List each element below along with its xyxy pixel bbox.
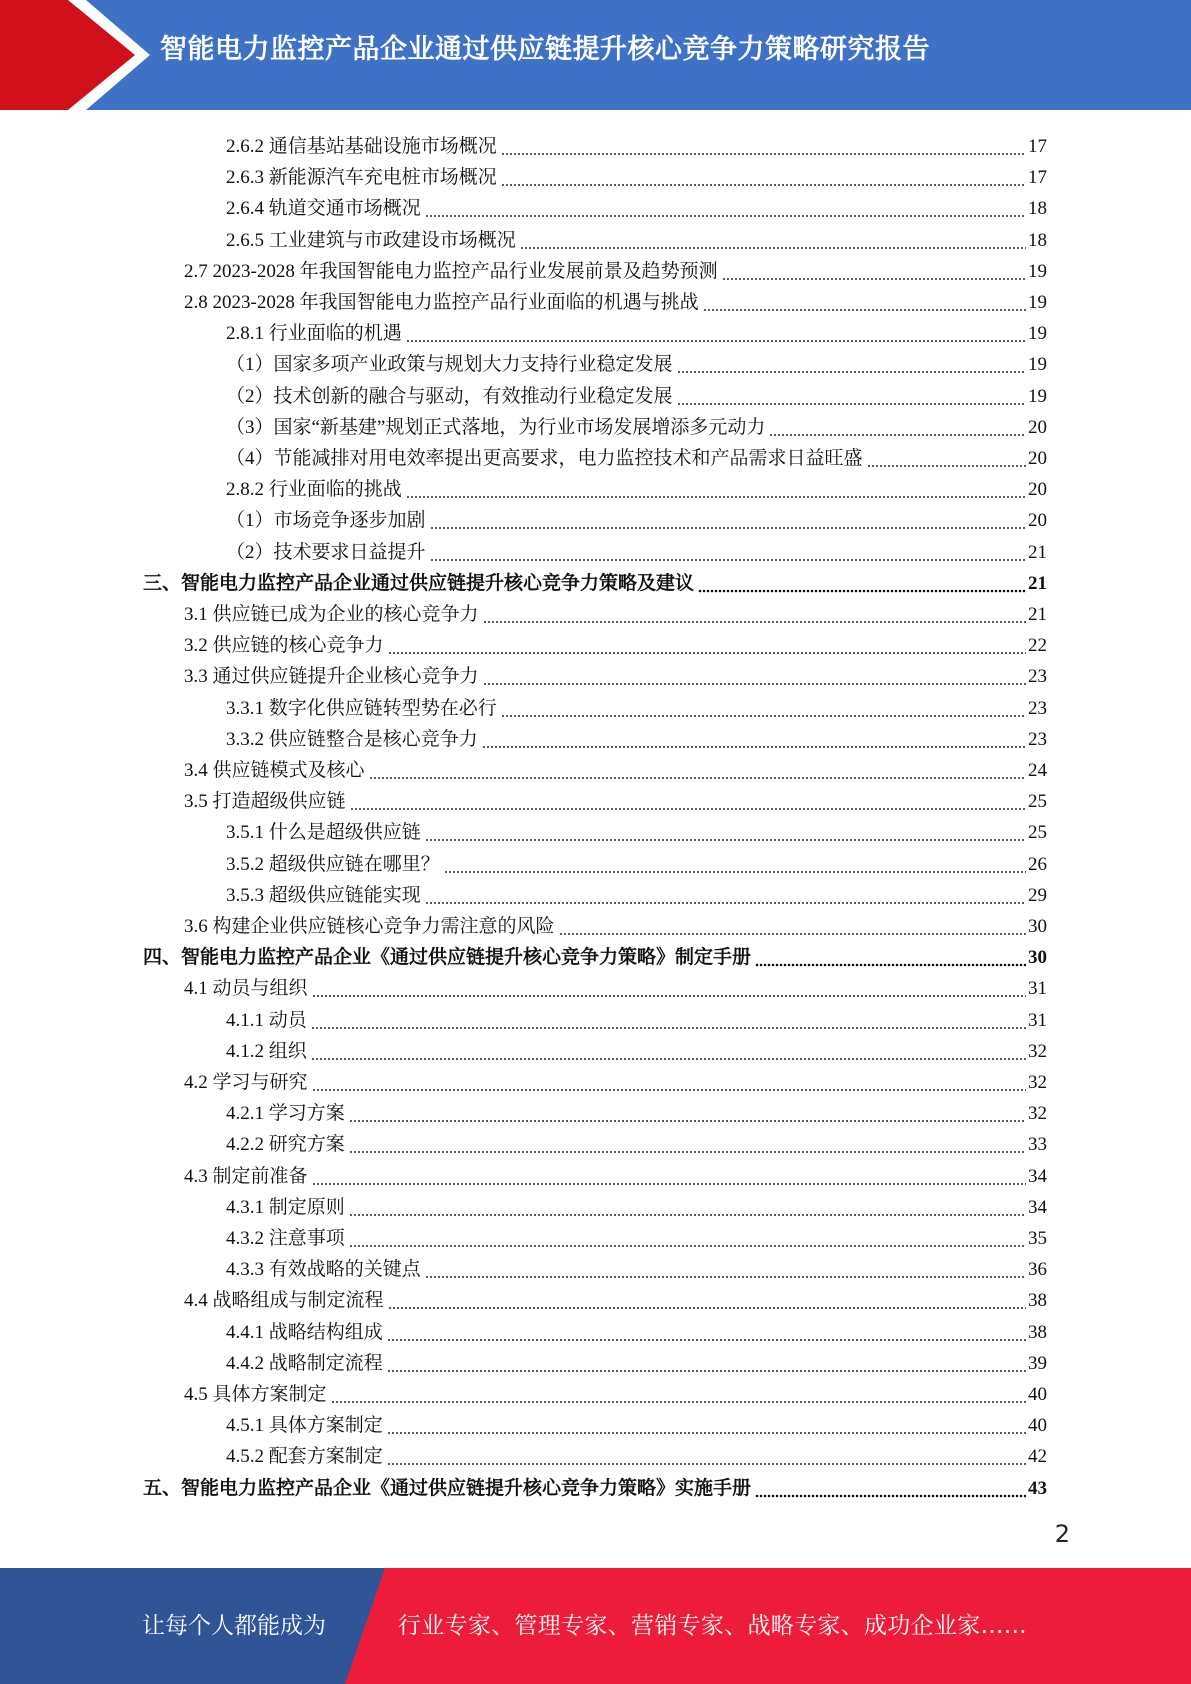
toc-entry-page: 24: [1028, 760, 1047, 781]
toc-entry[interactable]: [226, 1095, 1047, 1126]
toc-entry-label: 2.6.5 工业建筑与市政建设市场概况: [226, 229, 516, 251]
toc-entry[interactable]: [226, 346, 1047, 377]
footer-slogan-left: 让每个人都能成为: [142, 1613, 326, 1639]
page-number: 2: [1054, 1520, 1070, 1548]
toc-entry-label: 3.5 打造超级供应链: [184, 791, 346, 813]
toc-dot-leader: [349, 1225, 1026, 1249]
toc-entry-label: 4.4.1 战略结构组成: [226, 1321, 383, 1343]
toc-entry[interactable]: [226, 378, 1047, 409]
toc-entry-page: 23: [1028, 728, 1047, 750]
toc-entry-label: 2.8.1 行业面临的机遇: [226, 323, 402, 345]
toc-dot-leader: [387, 1319, 1026, 1343]
toc-entry-label: 3.5.1 什么是超级供应链: [226, 822, 421, 844]
toc-entry-page: 42: [1028, 1446, 1047, 1468]
page-footer: [0, 1568, 1191, 1684]
toc-dot-leader: [482, 726, 1026, 750]
toc-entry-label: 4.3.3 有效战略的关键点: [226, 1259, 421, 1281]
toc-entry[interactable]: [184, 596, 1047, 627]
toc-entry-label: 4.1 动员与组织: [184, 978, 308, 1000]
toc-dot-leader: [331, 1381, 1026, 1405]
toc-entry-page: 32: [1028, 1103, 1047, 1125]
footer-slogan-right: 行业专家、管理专家、营销专家、战略专家、成功企业家……: [398, 1613, 1028, 1639]
toc-dot-leader: [312, 1163, 1026, 1187]
toc-entry[interactable]: [226, 1220, 1047, 1251]
toc-entry-label: （2）技术要求日益提升: [226, 541, 426, 563]
toc-dot-leader: [387, 1350, 1026, 1374]
toc-entry-page: 29: [1028, 884, 1047, 906]
toc-dot-leader: [350, 788, 1026, 812]
toc-entry-page: 32: [1028, 1072, 1047, 1093]
toc-entry[interactable]: [226, 1438, 1047, 1469]
toc-entry[interactable]: [226, 128, 1047, 159]
toc-dot-leader: [755, 944, 1026, 968]
toc-entry-label: 3.5.2 超级供应链在哪里？: [226, 853, 440, 875]
toc-entry-page: 34: [1028, 1165, 1047, 1187]
toc-dot-leader: [312, 975, 1026, 999]
toc-entry-label: 4.5 具体方案制定: [184, 1384, 327, 1405]
toc-dot-leader: [312, 1069, 1026, 1093]
toc-entry[interactable]: [226, 1314, 1047, 1345]
toc-dot-leader: [703, 289, 1026, 313]
toc-entry-page: 38: [1028, 1321, 1047, 1343]
toc-entry[interactable]: [226, 1002, 1047, 1033]
toc-entry-page: 39: [1028, 1352, 1047, 1374]
toc-entry[interactable]: [226, 315, 1047, 346]
toc-entry[interactable]: [143, 1470, 1047, 1501]
toc-entry-page: 23: [1028, 697, 1047, 719]
toc-dot-leader: [388, 1287, 1026, 1311]
toc-entry-page: 25: [1028, 822, 1047, 844]
toc-entry-label: 4.4.2 战略制定流程: [226, 1352, 383, 1374]
toc-entry-label: （1）国家多项产业政策与规划大力支持行业稳定发展: [226, 354, 673, 376]
toc-entry-page: 19: [1028, 385, 1047, 407]
toc-entry[interactable]: [226, 877, 1047, 908]
toc-dot-leader: [769, 414, 1026, 438]
toc-entry[interactable]: [184, 1376, 1047, 1407]
toc-dot-leader: [349, 1131, 1026, 1155]
toc-dot-leader: [369, 757, 1026, 781]
toc-entry-label: （1）市场竞争逐步加剧: [226, 510, 426, 532]
toc-entry-label: 4.1.1 动员: [226, 1009, 307, 1031]
toc-entry-label: 3.2 供应链的核心竞争力: [184, 635, 384, 657]
toc-entry-page: 19: [1028, 260, 1047, 282]
toc-entry-page: 22: [1028, 635, 1047, 657]
toc-entry-page: 21: [1028, 572, 1047, 594]
toc-entry-label: 4.3.2 注意事项: [226, 1228, 345, 1249]
toc-entry[interactable]: [226, 440, 1047, 471]
toc-entry-page: 21: [1028, 541, 1047, 563]
toc-dot-leader: [425, 195, 1026, 219]
toc-entry-label: 3.3.2 供应链整合是核心竞争力: [226, 728, 478, 750]
toc-dot-leader: [430, 539, 1026, 563]
toc-entry-page: 30: [1028, 916, 1047, 937]
toc-entry-page: 40: [1028, 1415, 1047, 1437]
toc-entry[interactable]: [226, 846, 1047, 877]
toc-dot-leader: [677, 351, 1026, 375]
toc-dot-leader: [867, 445, 1026, 469]
toc-entry-page: 20: [1028, 448, 1047, 469]
toc-dot-leader: [483, 601, 1026, 625]
toc-entry-label: 2.7 2023-2028 年我国智能电力监控产品行业发展前景及趋势预测: [184, 260, 718, 282]
toc-entry[interactable]: [184, 253, 1047, 284]
toc-dot-leader: [444, 851, 1026, 875]
toc-entry[interactable]: [226, 159, 1047, 190]
toc-dot-leader: [349, 1194, 1026, 1218]
toc-dot-leader: [698, 570, 1026, 594]
toc-entry-label: 3.6 构建企业供应链核心竞争力需注意的风险: [184, 916, 555, 937]
toc-entry[interactable]: [184, 908, 1047, 939]
toc-entry-label: 五、智能电力监控产品企业《通过供应链提升核心竞争力策略》实施手册: [143, 1477, 752, 1499]
toc-entry-label: 3.3.1 数字化供应链转型势在必行: [226, 697, 497, 719]
toc-entry[interactable]: [184, 783, 1047, 814]
toc-entry[interactable]: [226, 721, 1047, 752]
toc-dot-leader: [406, 476, 1026, 500]
toc-dot-leader: [311, 1007, 1026, 1031]
toc-entry-label: 2.8 2023-2028 年我国智能电力监控产品行业面临的机遇与挑战: [184, 292, 699, 313]
toc-entry-page: 19: [1028, 323, 1047, 345]
toc-dot-leader: [501, 133, 1026, 157]
toc-dot-leader: [406, 320, 1026, 344]
toc-entry[interactable]: [184, 658, 1047, 689]
toc-dot-leader: [388, 632, 1026, 656]
toc-entry-page: 36: [1028, 1259, 1047, 1281]
toc-dot-leader: [387, 1443, 1026, 1467]
toc-dot-leader: [430, 507, 1026, 531]
toc-dot-leader: [425, 882, 1026, 906]
toc-dot-leader: [501, 164, 1026, 188]
toc-entry[interactable]: [226, 190, 1047, 221]
toc-entry-page: 26: [1028, 853, 1047, 875]
toc-entry[interactable]: [184, 284, 1047, 315]
toc-entry-page: 32: [1028, 1040, 1047, 1062]
toc-dot-leader: [722, 258, 1026, 282]
toc-entry-page: 40: [1028, 1384, 1047, 1405]
toc-entry-label: 3.4 供应链模式及核心: [184, 760, 365, 781]
toc-entry[interactable]: [143, 939, 1047, 970]
toc-entry[interactable]: [184, 1282, 1047, 1313]
header-arrow-decoration: [0, 0, 150, 110]
toc-dot-leader: [755, 1475, 1026, 1499]
toc-entry-label: 4.4 战略组成与制定流程: [184, 1290, 384, 1312]
toc-dot-leader: [425, 819, 1026, 843]
toc-entry-label: 4.2.2 研究方案: [226, 1134, 345, 1156]
toc-entry[interactable]: [143, 565, 1047, 596]
toc-entry-page: 17: [1028, 136, 1047, 157]
toc-entry-label: 4.2 学习与研究: [184, 1072, 308, 1093]
toc-entry-label: 2.8.2 行业面临的挑战: [226, 479, 402, 501]
toc-entry[interactable]: [226, 471, 1047, 502]
toc-entry-label: 2.6.4 轨道交通市场概况: [226, 198, 421, 220]
report-title: 智能电力监控产品企业通过供应链提升核心竞争力策略研究报告: [160, 34, 930, 65]
toc-entry-label: 2.6.3 新能源汽车充电桩市场概况: [226, 167, 497, 189]
toc-entry[interactable]: [184, 752, 1047, 783]
toc-dot-leader: [387, 1412, 1026, 1436]
toc-dot-leader: [559, 913, 1026, 937]
toc-entry-page: 43: [1028, 1477, 1047, 1499]
toc-entry-page: 18: [1028, 229, 1047, 251]
toc-entry-label: 4.5.2 配套方案制定: [226, 1446, 383, 1468]
toc-entry[interactable]: [184, 1064, 1047, 1095]
toc-entry[interactable]: [226, 1345, 1047, 1376]
toc-entry-label: 4.3.1 制定原则: [226, 1196, 345, 1218]
toc-entry-page: 34: [1028, 1196, 1047, 1218]
toc-entry-page: 38: [1028, 1290, 1047, 1312]
toc-entry-label: （3）国家“新基建”规划正式落地，为行业市场发展增添多元动力: [226, 416, 766, 438]
toc-entry-label: 4.2.1 学习方案: [226, 1103, 345, 1125]
toc-entry-page: 31: [1028, 1009, 1047, 1031]
toc-entry[interactable]: [184, 1158, 1047, 1189]
toc-entry-page: 25: [1028, 791, 1047, 813]
toc-entry[interactable]: [226, 1033, 1047, 1064]
toc-entry-page: 20: [1028, 510, 1047, 532]
toc-entry[interactable]: [226, 814, 1047, 845]
toc-entry-page: 21: [1028, 604, 1047, 625]
toc-entry-page: 33: [1028, 1134, 1047, 1156]
toc-dot-leader: [677, 383, 1026, 407]
toc-entry-page: 20: [1028, 416, 1047, 438]
toc-entry-page: 31: [1028, 978, 1047, 1000]
toc-entry-label: 三、智能电力监控产品企业通过供应链提升核心竞争力策略及建议: [143, 572, 695, 594]
toc-entry-label: 4.1.2 组织: [226, 1040, 307, 1062]
toc-dot-leader: [501, 695, 1026, 719]
toc-entry-label: 3.5.3 超级供应链能实现: [226, 884, 421, 906]
toc-entry[interactable]: [226, 534, 1047, 565]
toc-entry-label: 3.3 通过供应链提升企业核心竞争力: [184, 666, 479, 688]
toc-entry[interactable]: [184, 970, 1047, 1001]
toc-entry-label: 四、智能电力监控产品企业《通过供应链提升核心竞争力策略》制定手册: [143, 947, 752, 969]
toc-dot-leader: [425, 1256, 1026, 1280]
toc-entry-label: 4.3 制定前准备: [184, 1165, 308, 1187]
toc-entry-page: 19: [1028, 292, 1047, 313]
toc-dot-leader: [349, 1100, 1026, 1124]
page-header: [0, 0, 1191, 110]
toc-entry-label: 2.6.2 通信基站基础设施市场概况: [226, 136, 497, 157]
toc-dot-leader: [483, 663, 1026, 687]
toc-entry-label: 4.5.1 具体方案制定: [226, 1415, 383, 1437]
toc-entry-page: 18: [1028, 198, 1047, 220]
toc-dot-leader: [311, 1038, 1026, 1062]
toc-entry[interactable]: [226, 1407, 1047, 1438]
toc-entry-label: （4）节能减排对用电效率提出更高要求，电力监控技术和产品需求日益旺盛: [226, 448, 863, 469]
toc-entry[interactable]: [184, 627, 1047, 658]
toc-entry-page: 35: [1028, 1228, 1047, 1249]
toc-entry-page: 17: [1028, 167, 1047, 189]
toc-entry-page: 20: [1028, 479, 1047, 501]
toc-entry-label: 3.1 供应链已成为企业的核心竞争力: [184, 604, 479, 625]
toc-dot-leader: [520, 227, 1026, 251]
toc-entry[interactable]: [226, 690, 1047, 721]
toc-entry-page: 30: [1028, 947, 1047, 969]
toc-entry[interactable]: [226, 1126, 1047, 1157]
toc-entry[interactable]: [226, 1189, 1047, 1220]
toc-entry-page: 23: [1028, 666, 1047, 688]
toc-entry-label: （2）技术创新的融合与驱动，有效推动行业稳定发展: [226, 385, 673, 407]
toc-entry[interactable]: [226, 222, 1047, 253]
toc-entry-page: 19: [1028, 354, 1047, 376]
toc-entry[interactable]: [226, 1251, 1047, 1282]
toc-entry[interactable]: [226, 409, 1047, 440]
toc-entry[interactable]: [226, 502, 1047, 533]
